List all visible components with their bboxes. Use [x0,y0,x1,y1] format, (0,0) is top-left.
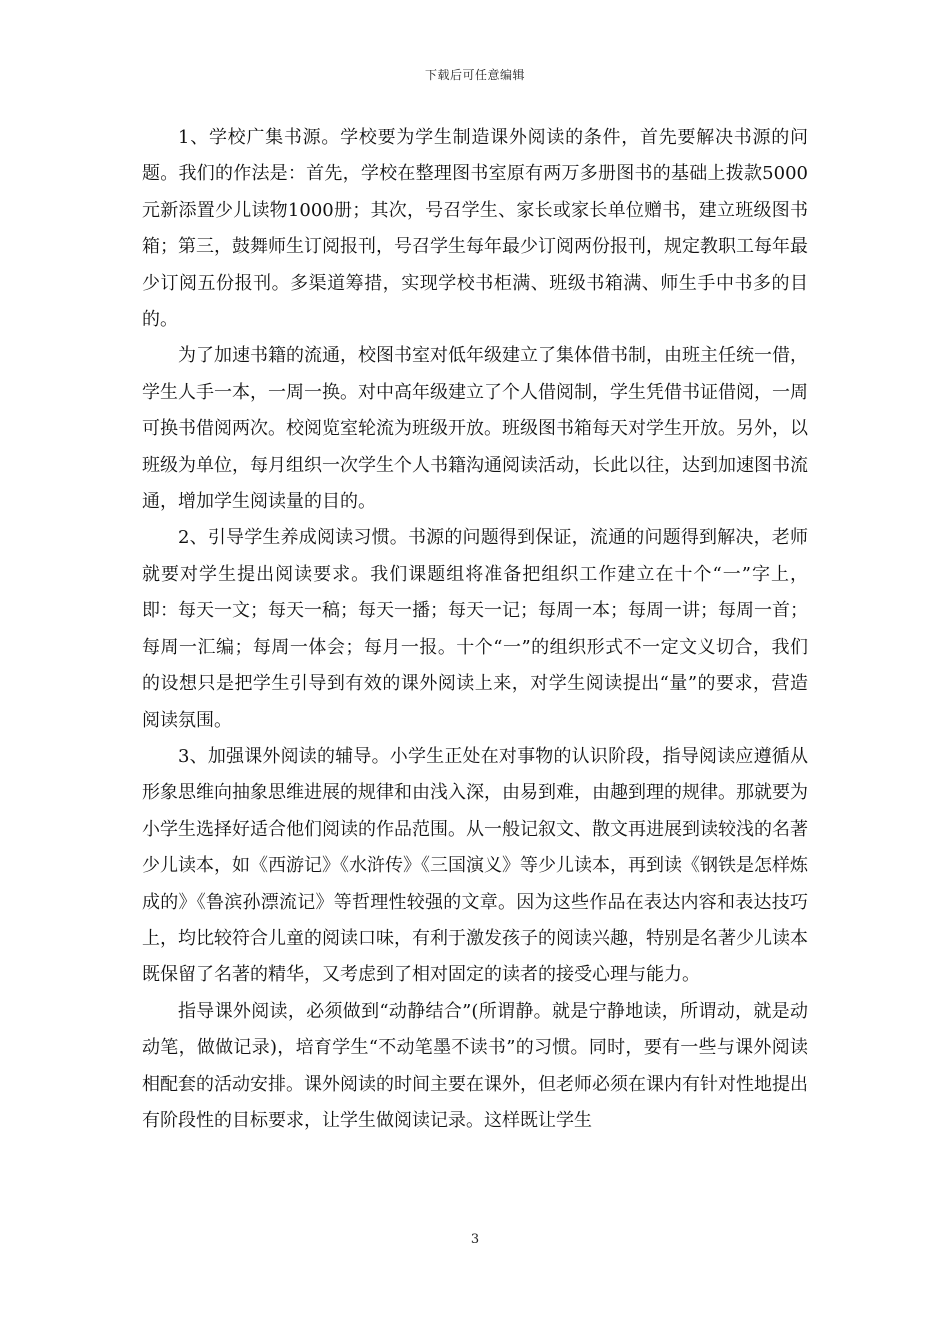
paragraph-reading-guidance: 3、加强课外阅读的辅导。小学生正处在对事物的认识阶段，指导阅读应遵循从形象思维向抽象思维进展的规律和由浅入深，由易到难，由趣到理的规律。那就要为小学生选择好适合他们阅读的作品范围。从一般记叙文、散文再进展到读较浅的名著少儿读本，如《西游记》《水浒传》《三国演义》等少儿读本，再到读《钢铁是怎样炼成的》《鲁滨孙漂流记》等哲理性较强的文章。因为这些作品在表达内容和表达技巧上，均比较符合儿童的阅读口味，有利于激发孩子的阅读兴趣，特别是名著少儿读本既保留了名著的精华，又考虑到了相对固定的读者的接受心理与能力。 [142,745,808,986]
paragraph-active-reading: 指导课外阅读，必须做到“动静结合”(所谓静。就是宁静地读，所谓动，就是动动笔，做做记录)，培育学生“不动笔墨不读书”的习惯。同时，要有一些与课外阅读相配套的活动安排。课外阅读的时间主要在课外，但老师必须在课内有针对性地提出有阶段性的目标要求，让学生做阅读记录。这样既让学生 [142,1000,808,1131]
page-number: 3 [470,1232,480,1247]
paragraph-reading-habits: 2、引导学生养成阅读习惯。书源的问题得到保证，流通的问题得到解决，老师就要对学生提出阅读要求。我们课题组将准备把组织工作建立在十个“一”字上，即：每天一文；每天一稿；每天一播；每天一记；每周一本；每周一讲；每周一首；每周一汇编；每周一体会；每月一报。十个“一”的组织形式不一定文义切合，我们的设想只是把学生引导到有效的课外阅读上来，对学生阅读提出“量”的要求，营造阅读氛围。 [142,527,808,731]
page-header: 下载后可任意编辑 [424,68,525,82]
paragraph-book-circulation: 为了加速书籍的流通，校图书室对低年级建立了集体借书制，由班主任统一借，学生人手一本，一周一换。对中高年级建立了个人借阅制，学生凭借书证借阅，一周可换书借阅两次。校阅览室轮流为班级开放。班级图书箱每天对学生开放。另外，以班级为单位，每月组织一次学生个人书籍沟通阅读活动，长此以往，达到加速图书流通，增加学生阅读量的目的。 [142,345,808,513]
document-body [142,120,808,1139]
paragraph-book-sources: 1、学校广集书源。学校要为学生制造课外阅读的条件，首先要解决书源的问题。我们的作法是：首先，学校在整理图书室原有两万多册图书的基础上拨款5000元新添置少儿读物1000册；其次，号召学生、家长或家长单位赠书，建立班级图书箱；第三，鼓舞师生订阅报刊，号召学生每年最少订阅两份报刊，规定教职工每年最少订阅五份报刊。多渠道筹措，实现学校书柜满、班级书箱满、师生手中书多的目的。 [142,127,808,331]
